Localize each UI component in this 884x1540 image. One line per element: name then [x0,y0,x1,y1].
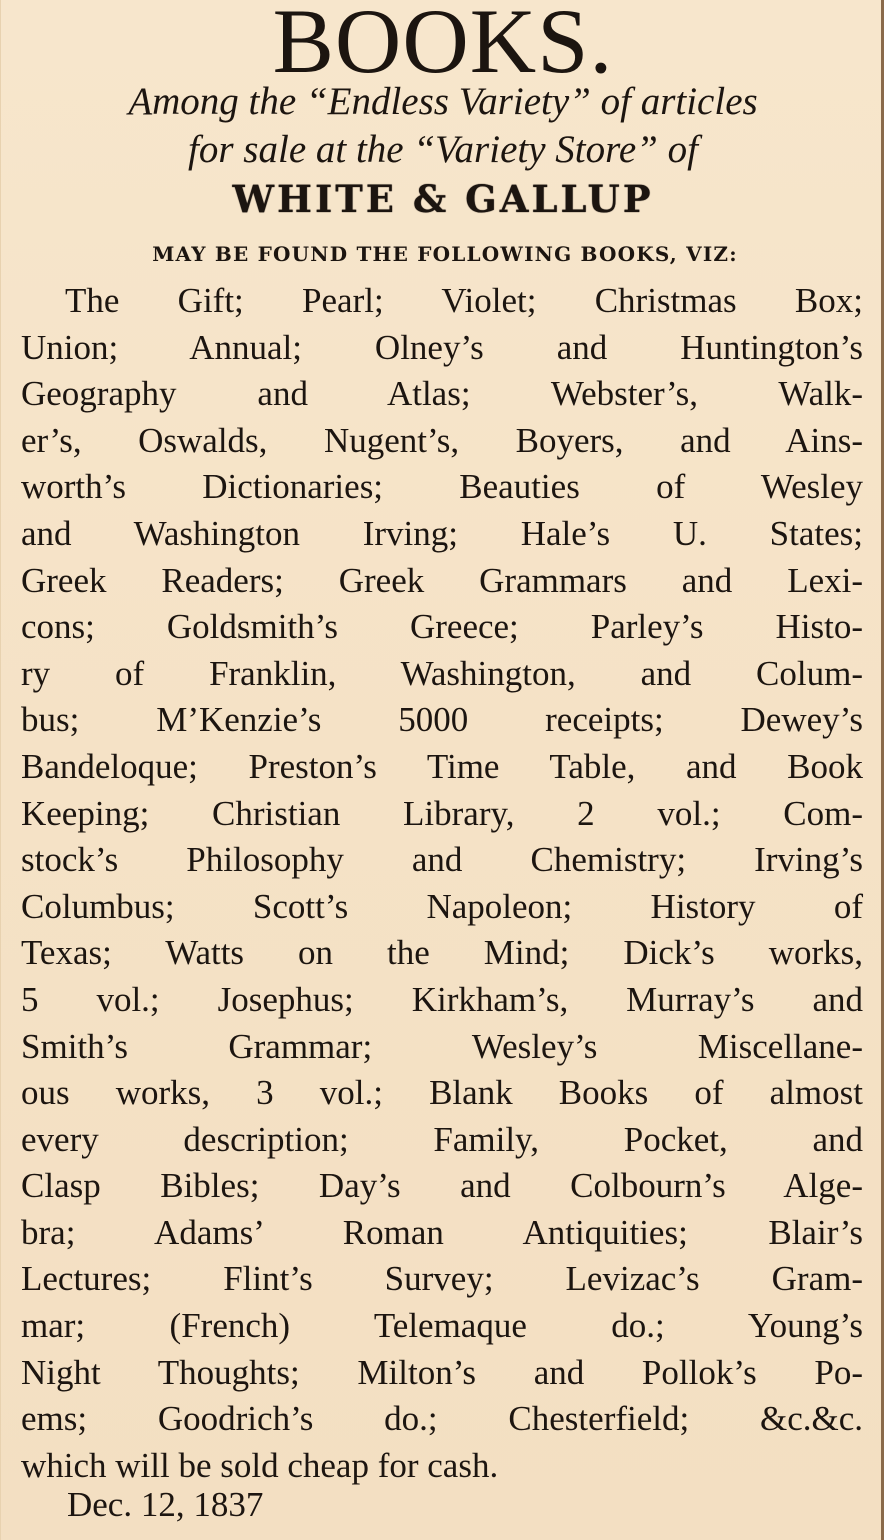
book-list [21,278,863,1489]
book-list-line: bus; M’Kenzie’s 5000 receipts; Dewey’s [21,700,863,740]
book-list-line: every description; Family, Pocket, and [21,1119,863,1159]
book-list-line: Texas; Watts on the Mind; Dick’s works, [21,933,863,973]
book-list-line: stock’s Philosophy and Chemistry; Irving’s [21,840,863,880]
book-list-line: Lectures; Flint’s Survey; Levizac’s Gram- [21,1259,863,1299]
book-list-line: worth’s Dictionaries; Beauties of Wesley [21,467,863,507]
book-list-line: mar; (French) Telemaque do.; Young’s [21,1306,863,1346]
book-list-line: Union; Annual; Olney’s and Huntington’s [21,327,863,367]
book-list-line: er’s, Oswalds, Nugent’s, Boyers, and Ains- [21,420,863,460]
book-list-line: Columbus; Scott’s Napoleon; History of [21,886,863,926]
intro-line-2: for sale at the “Variety Store” of [188,128,698,171]
book-list-line: ems; Goodrich’s do.; Chesterfield; &c.&c. [21,1399,863,1439]
firm-name: WHITE & GALLUP [232,177,654,221]
book-list-line: 5 vol.; Josephus; Kirkham’s, Murray’s and [21,979,863,1019]
book-list-line: The Gift; Pearl; Violet; Christmas Box; [65,281,863,320]
book-list-line: which will be sold cheap for cash. [21,1445,499,1485]
ad-title: BOOKS. [272,0,614,92]
book-list-line: Keeping; Christian Library, 2 vol.; Com- [21,793,863,833]
book-list-line: and Washington Irving; Hale’s U. States; [21,513,863,553]
book-list-line: Clasp Bibles; Day’s and Colbourn’s Alge- [21,1166,863,1206]
book-list-line: Night Thoughts; Milton’s and Pollok’s Po- [21,1352,863,1392]
ad-intro [1,78,884,174]
book-list-line: bra; Adams’ Roman Antiquities; Blair’s [21,1212,863,1252]
book-list-line: cons; Goldsmith’s Greece; Parley’s Histo- [21,607,863,647]
book-list-line: Smith’s Grammar; Wesley’s Miscellane- [21,1026,863,1066]
book-list-line: ry of Franklin, Washington, and Colum- [21,653,863,693]
book-list-line: Greek Readers; Greek Grammars and Lexi- [21,560,863,600]
book-list-line: Bandeloque; Preston’s Time Table, and Book [21,746,863,786]
intro-line-1: Among the “Endless Variety” of articles [128,80,758,123]
ad-subhead: MAY BE FOUND THE FOLLOWING BOOKS, VIZ: [152,242,738,266]
ad-date: Dec. 12, 1837 [67,1485,264,1524]
book-list-line: ous works, 3 vol.; Blank Books of almost [21,1073,863,1113]
book-list-line: Geography and Atlas; Webster’s, Walk- [21,374,863,414]
